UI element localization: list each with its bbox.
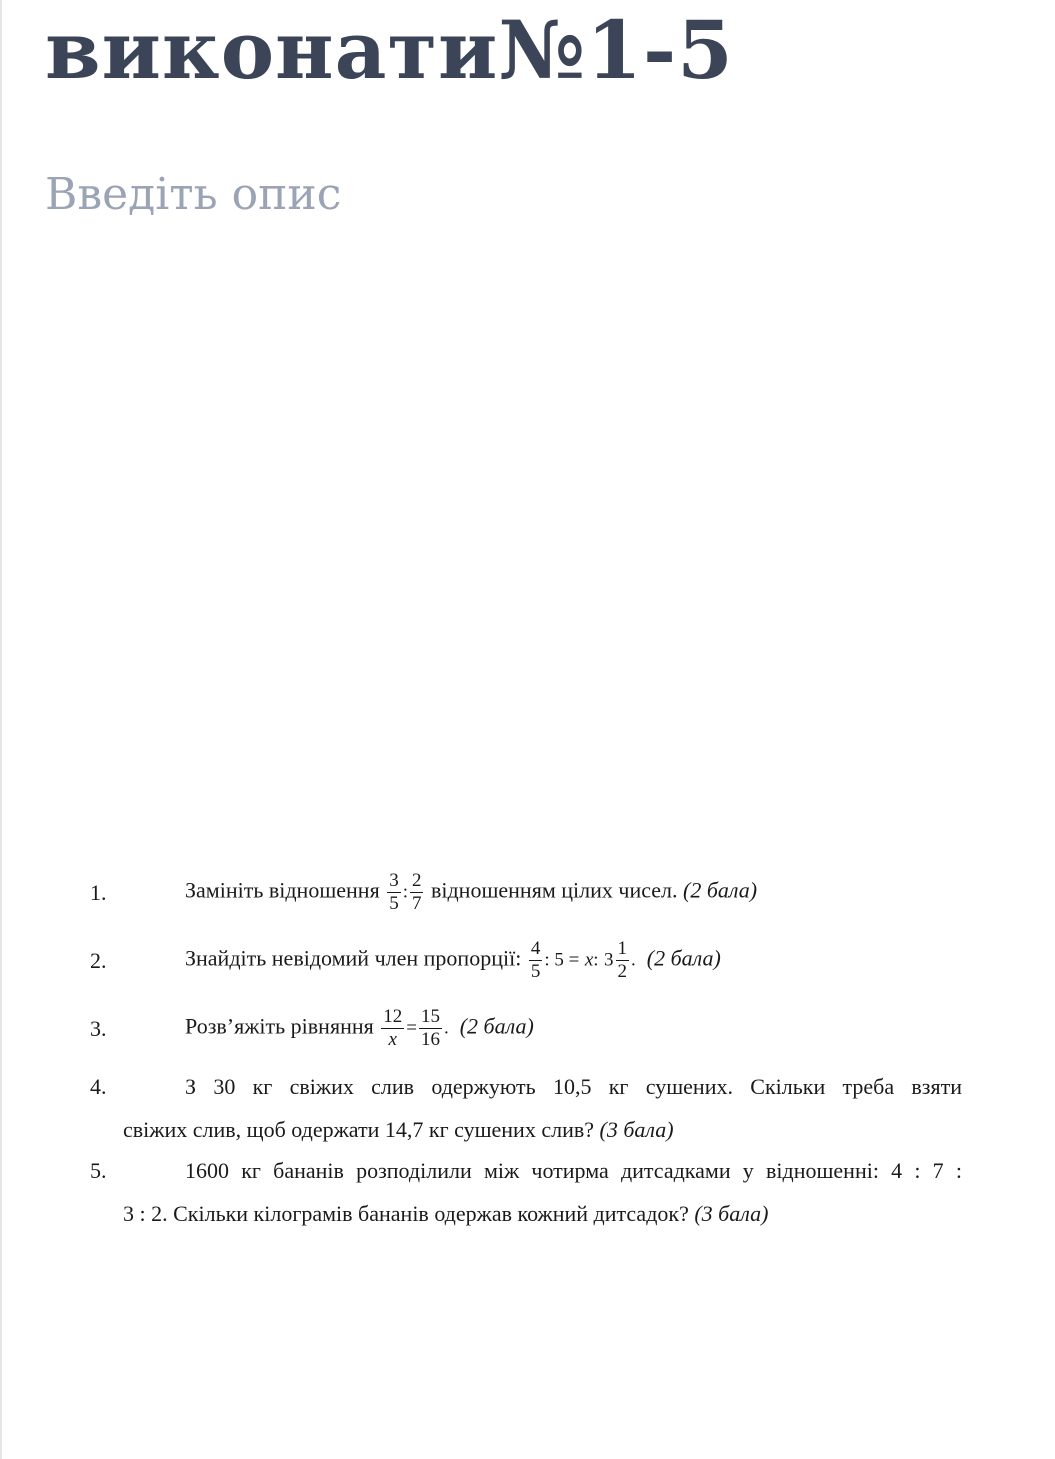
- page-edge: [0, 0, 2, 1459]
- fraction: $\frac{3}{5}$: [389, 870, 399, 914]
- task-text-before: Розв’яжіть рівняння: [185, 1013, 374, 1039]
- description-placeholder[interactable]: Введіть опис: [45, 169, 342, 220]
- task-line-1: З 30 кг свіжих слив одержують 10,5 кг сушених. Скільки треба взяти: [185, 1074, 962, 1099]
- task-line-2: свіжих слив, щоб одержати 14,7 кг сушених слив? (3 бала): [123, 1117, 674, 1142]
- page-title: виконати№1-5: [45, 3, 734, 97]
- task-number: 4.: [90, 1074, 107, 1099]
- task-text: Знайдіть невідомий член пропорції: $\frac{4}{5}$ : 5 = x: 3 $\frac{1}{2}$ . (2 бала): [185, 938, 721, 982]
- task-text-after: відношенням цілих чисел.: [430, 877, 678, 903]
- task-text: Розв’яжіть рівняння $\frac{12}{x}$ = $\frac{15}{16}$ . (2 бала): [185, 1006, 534, 1050]
- task-line-2: 3 : 2. Скільки кілограмів бананів одержав кожний дитсадок? (3 бала): [123, 1201, 769, 1226]
- fraction: $\frac{12}{x}$: [383, 1006, 403, 1050]
- points: (3 бала): [599, 1117, 674, 1142]
- task-text-before: Замініть відношення: [185, 877, 380, 903]
- points: (3 бала): [694, 1201, 769, 1226]
- fraction: $\frac{2}{7}$: [411, 870, 422, 914]
- fraction: $\frac{1}{2}$: [617, 938, 628, 982]
- task-line-1: 1600 кг бананів розподілили між чотирма дитсадками у відношенні: 4 : 7 :: [185, 1158, 962, 1183]
- points: (2 бала): [459, 1013, 534, 1039]
- task-number: 3.: [90, 1016, 107, 1041]
- task-number: 5.: [90, 1158, 107, 1183]
- task-text-before: Знайдіть невідомий член пропорції:: [185, 945, 522, 971]
- fraction: $\frac{4}{5}$: [530, 938, 541, 982]
- fraction: $\frac{15}{16}$: [420, 1006, 440, 1050]
- task-number: 1.: [90, 880, 107, 905]
- points: (2 бала): [646, 945, 721, 971]
- task-number: 2.: [90, 948, 107, 973]
- points: (2 бала): [683, 877, 758, 903]
- task-text: Замініть відношення $\frac{3}{5}$ : $\frac{2}{7}$ відношенням цілих чисел. (2 бала): [185, 870, 758, 914]
